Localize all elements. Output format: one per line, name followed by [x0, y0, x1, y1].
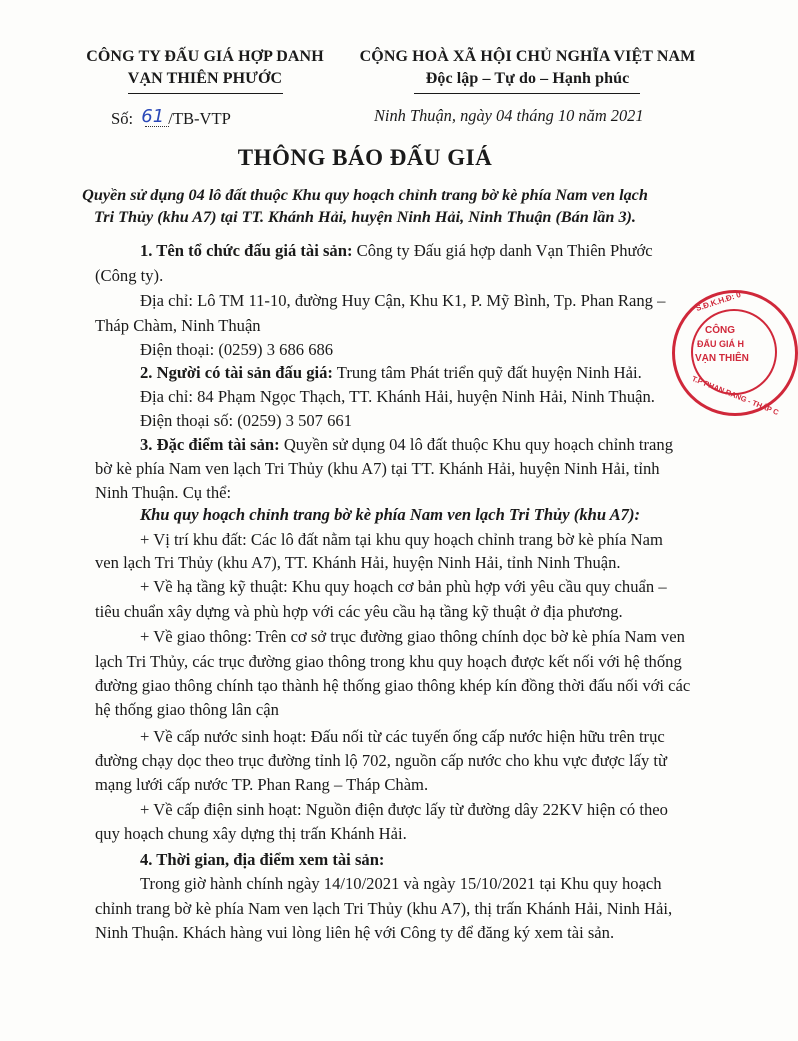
section2-address: Địa chỉ: 84 Phạm Ngọc Thạch, TT. Khánh Hải, huyện Ninh Hải, Ninh Thuận. [140, 387, 655, 406]
location-line2: ven lạch Tri Thủy (khu A7), TT. Khánh Hải, huyện Ninh Hải, tỉnh Ninh Thuận. [95, 553, 621, 572]
nation-motto: Độc lập – Tự do – Hạnh phúc [425, 70, 630, 87]
section4-line2: chỉnh trang bờ kè phía Nam ven lạch Tri Thủy (khu A7), thị trấn Khánh Hải, Ninh Hải, [95, 899, 673, 918]
stamp-line3: VẠN THIÊN [695, 353, 749, 364]
company-underline [128, 93, 283, 94]
infra-line1: + Về hạ tầng kỹ thuật: Khu quy hoạch cơ bản phù hợp với yêu cầu quy chuẩn – [140, 577, 667, 596]
motto-underline [414, 93, 640, 94]
water-line1: + Về cấp nước sinh hoạt: Đấu nối từ các tuyến ống cấp nước hiện hữu trên trục [140, 727, 665, 746]
infra-line2: tiêu chuẩn xây dựng và phù hợp với các yêu cầu hạ tầng kỹ thuật ở địa phương. [95, 602, 623, 621]
traffic-line1: + Về giao thông: Trên cơ sở trục đường giao thông chính dọc bờ kè phía Nam ven [140, 627, 685, 646]
company-stamp [672, 290, 798, 416]
company-name-line2: VẠN THIÊN PHƯỚC [127, 70, 283, 87]
section2-heading: 2. Người có tài sản đấu giá: [140, 363, 333, 382]
section3-heading: 3. Đặc điểm tài sản: [140, 435, 280, 454]
section3-line1: 3. Đặc điểm tài sản: Quyền sử dụng 04 lô đất thuộc Khu quy hoạch chỉnh trang [140, 435, 674, 454]
page-title: THÔNG BÁO ĐẤU GIÁ [237, 145, 493, 170]
water-line3: mạng lưới cấp nước TP. Phan Rang – Tháp Chàm. [95, 775, 429, 794]
nation-title: CỘNG HOÀ XÃ HỘI CHỦ NGHĨA VIỆT NAM [359, 48, 696, 65]
traffic-line3: đường giao thông chính tạo thành hệ thống giao thông khép kín đồng thời đấu nối với các [95, 676, 691, 695]
section4-heading: 4. Thời gian, địa điểm xem tài sản: [140, 850, 385, 869]
zone-title: Khu quy hoạch chỉnh trang bờ kè phía Nam ven lạch Tri Thủy (khu A7): [140, 505, 641, 524]
section1-address-a: Địa chỉ: Lô TM 11-10, đường Huy Cận, Khu K1, P. Mỹ Bình, Tp. Phan Rang – [140, 291, 666, 310]
traffic-line4: hệ thống giao thông lân cận [95, 700, 279, 719]
place-date: Ninh Thuận, ngày 04 tháng 10 năm 2021 [374, 106, 644, 125]
document-number: Số: 61 /TB-VTP [111, 106, 231, 128]
section3-line2: bờ kè phía Nam ven lạch Tri Thủy (khu A7) tại TT. Khánh Hải, huyện Ninh Hải, tỉnh [95, 459, 660, 478]
section1-address-b: Tháp Chàm, Ninh Thuận [95, 316, 261, 335]
section4-line3: Ninh Thuận. Khách hàng vui lòng liên hệ với Công ty để đăng ký xem tài sản. [95, 923, 615, 942]
section1-line1: 1. Tên tổ chức đấu giá tài sản: Công ty Đấu giá hợp danh Vạn Thiên Phước [140, 241, 653, 260]
section4-line1: Trong giờ hành chính ngày 14/10/2021 và ngày 15/10/2021 tại Khu quy hoạch [140, 874, 662, 893]
power-line2: quy hoạch chung xây dựng thị trấn Khánh Hải. [95, 824, 407, 843]
subtitle-line1: Quyền sử dụng 04 lô đất thuộc Khu quy hoạch chỉnh trang bờ kè phía Nam ven lạch [82, 186, 648, 204]
stamp-outer-bottom: T.P PHAN RANG - THÁP C [690, 373, 780, 418]
water-line2: đường chạy dọc theo trục đường tỉnh lộ 702, nguồn cấp nước cho khu vực được lấy từ [95, 751, 668, 770]
traffic-line2: lạch Tri Thủy, các trục đường giao thông trong khu quy hoạch được kết nối với hệ thống [95, 652, 682, 671]
power-line1: + Về cấp điện sinh hoạt: Nguồn điện được lấy từ đường dây 22KV hiện có theo [140, 800, 668, 819]
section2-line1: 2. Người có tài sản đấu giá: Trung tâm Phát triển quỹ đất huyện Ninh Hải. [140, 363, 642, 382]
stamp-outer-top: S.Đ.K.H.Đ: 0 [694, 290, 742, 313]
handwritten-number: 61 [141, 106, 165, 127]
section1-line2: (Công ty). [95, 266, 164, 285]
section1-phone: Điện thoại: (0259) 3 686 686 [140, 340, 334, 359]
stamp-line1: CÔNG [705, 325, 735, 336]
location-line1: + Vị trí khu đất: Các lô đất nằm tại khu quy hoạch chỉnh trang bờ kè phía Nam [140, 530, 663, 549]
company-name-line1: CÔNG TY ĐẤU GIÁ HỢP DANH [86, 48, 324, 65]
section3-line3: Ninh Thuận. Cụ thể: [95, 483, 232, 502]
section2-phone: Điện thoại số: (0259) 3 507 661 [140, 411, 353, 430]
section1-heading: 1. Tên tổ chức đấu giá tài sản: [140, 241, 353, 260]
stamp-line2: ĐẤU GIÁ H [697, 339, 744, 349]
subtitle-line2: Tri Thủy (khu A7) tại TT. Khánh Hải, huyện Ninh Hải, Ninh Thuận (Bán lần 3). [94, 208, 636, 226]
